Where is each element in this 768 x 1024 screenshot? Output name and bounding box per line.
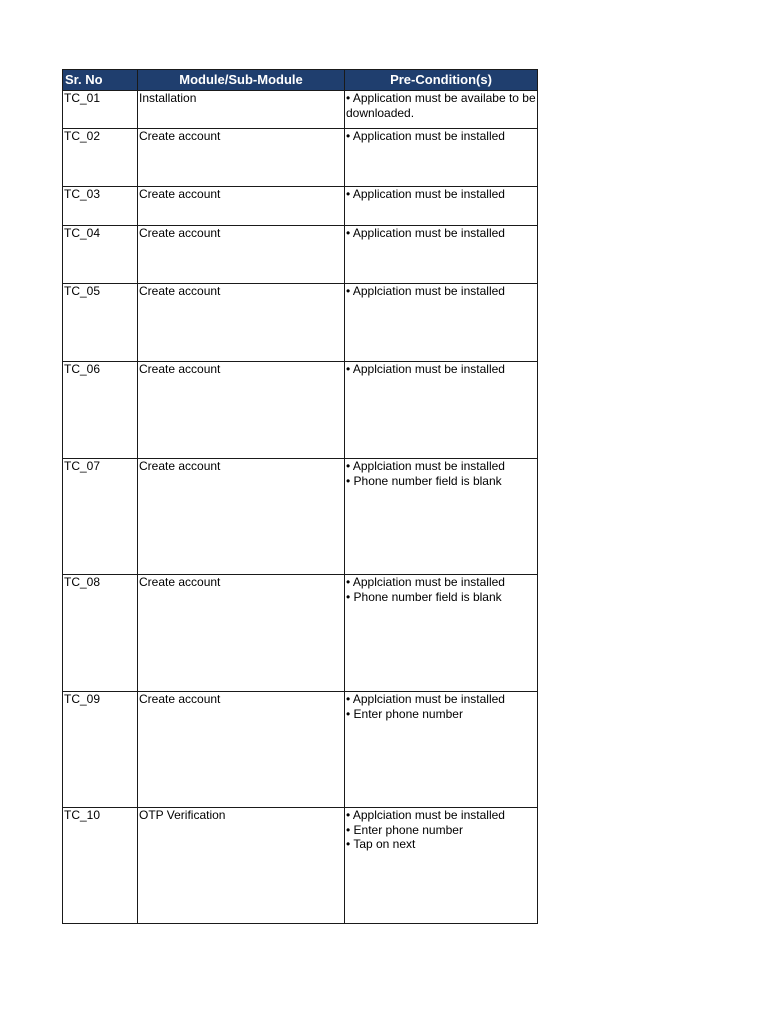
cell-sr-no: TC_02: [63, 129, 138, 187]
cell-sr-no: TC_07: [63, 459, 138, 575]
test-case-table: [62, 69, 538, 924]
cell-sr-no: TC_05: [63, 284, 138, 362]
table-row: [63, 459, 538, 575]
cell-preconditions: [345, 284, 538, 362]
column-header-sr-no: Sr. No: [63, 70, 138, 91]
column-header-module: Module/Sub-Module: [138, 70, 345, 91]
table-row: [63, 91, 538, 129]
table-row: [63, 692, 538, 808]
table-row: [63, 575, 538, 692]
table-row: [63, 284, 538, 362]
precondition-item: • Application must be installed: [346, 226, 505, 240]
cell-preconditions: [345, 187, 538, 226]
cell-module: Create account: [138, 362, 345, 459]
precondition-item: • Applciation must be installed: [346, 459, 505, 473]
cell-module: Create account: [138, 129, 345, 187]
precondition-item: • Application must be installed: [346, 187, 505, 201]
cell-module: Create account: [138, 284, 345, 362]
cell-preconditions: [345, 226, 538, 284]
precondition-item: • Tap on next: [346, 837, 416, 851]
cell-preconditions: [345, 129, 538, 187]
table-row: [63, 808, 538, 924]
column-header-preconditions: Pre-Condition(s): [345, 70, 538, 91]
precondition-item: • Enter phone number: [346, 822, 463, 837]
cell-module: OTP Verification: [138, 808, 345, 924]
cell-module: Create account: [138, 692, 345, 808]
precondition-item: • Application must be availabe to be downloaded.: [346, 91, 536, 120]
table-row: [63, 362, 538, 459]
precondition-item: • Phone number field is blank: [346, 473, 502, 488]
cell-sr-no: TC_08: [63, 575, 138, 692]
cell-module: Create account: [138, 226, 345, 284]
cell-preconditions: [345, 692, 538, 808]
table-body: [63, 91, 538, 924]
cell-sr-no: TC_03: [63, 187, 138, 226]
cell-sr-no: TC_04: [63, 226, 138, 284]
cell-preconditions: [345, 808, 538, 924]
cell-module: Create account: [138, 575, 345, 692]
cell-preconditions: [345, 362, 538, 459]
cell-module: Installation: [138, 91, 345, 129]
table-row: [63, 187, 538, 226]
precondition-item: • Application must be installed: [346, 129, 505, 143]
cell-sr-no: TC_06: [63, 362, 138, 459]
cell-sr-no: TC_09: [63, 692, 138, 808]
precondition-item: • Enter phone number: [346, 706, 463, 721]
cell-sr-no: TC_01: [63, 91, 138, 129]
precondition-item: • Phone number field is blank: [346, 589, 502, 604]
precondition-item: • Applciation must be installed: [346, 362, 505, 376]
table-header-row: [63, 70, 538, 91]
cell-preconditions: [345, 91, 538, 129]
table-row: [63, 129, 538, 187]
cell-module: Create account: [138, 187, 345, 226]
cell-module: Create account: [138, 459, 345, 575]
cell-sr-no: TC_10: [63, 808, 138, 924]
precondition-item: • Applciation must be installed: [346, 284, 505, 298]
table-row: [63, 226, 538, 284]
precondition-item: • Applciation must be installed: [346, 575, 505, 589]
cell-preconditions: [345, 459, 538, 575]
precondition-item: • Applciation must be installed: [346, 808, 505, 822]
cell-preconditions: [345, 575, 538, 692]
precondition-item: • Applciation must be installed: [346, 692, 505, 706]
